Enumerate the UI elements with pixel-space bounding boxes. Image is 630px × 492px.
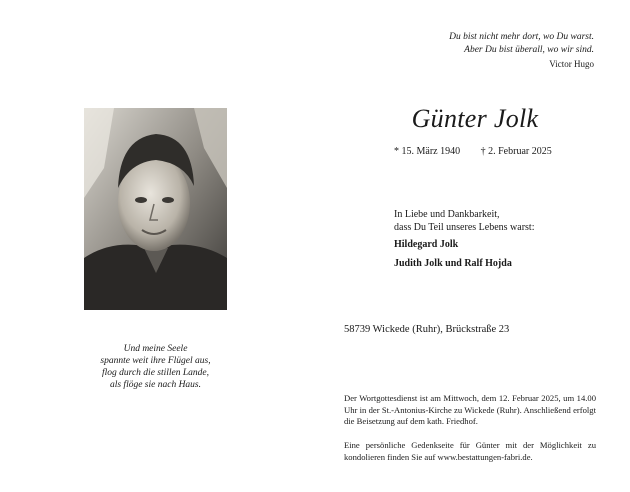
family-address: 58739 Wickede (Ruhr), Brückstraße 23 xyxy=(344,324,510,335)
quote-line: Du bist nicht mehr dort, wo Du warst. xyxy=(449,32,594,42)
quote-author: Victor Hugo xyxy=(549,59,594,69)
service-info: Der Wortgottesdienst ist am Mittwoch, dem 12. Februar 2025, um 14.00 Uhr in der St.-Antonius-Kirche zu Wickede (Ruhr). Anschließend erfolgt die Beisetzung auf dem kath. Friedhof. xyxy=(344,393,596,426)
dedication-line: dass Du Teil unseres Lebens warst: xyxy=(394,222,535,233)
poem-line: spannte weit ihre Flügel aus, xyxy=(100,356,211,366)
poem-line: Und meine Seele xyxy=(123,344,188,354)
dedication-text xyxy=(394,208,534,234)
life-dates xyxy=(394,146,552,157)
portrait-photo xyxy=(84,108,227,310)
poem-line: als flöge sie nach Haus. xyxy=(109,380,202,390)
online-condolence-info: Eine persönliche Gedenkseite für Günter mit der Möglichkeit zu kondolieren finden Sie auf www.bestattungen-fabri.de. xyxy=(344,440,596,462)
quote-line: Aber Du bist überall, wo wir sind. xyxy=(464,44,594,55)
memorial-poem xyxy=(84,343,227,391)
family-member: Judith Jolk und Ralf Hojda xyxy=(394,258,512,269)
birth-date: * 15. März 1940 xyxy=(394,146,461,157)
epigraph-quote xyxy=(334,31,594,71)
death-date: † 2. Februar 2025 xyxy=(480,146,552,157)
dedication-line: In Liebe und Dankbarkeit, xyxy=(394,209,500,220)
deceased-name: Günter Jolk xyxy=(411,104,539,133)
portrait-image xyxy=(84,108,227,310)
family-member: Hildegard Jolk xyxy=(394,239,459,250)
poem-line: flog durch die stillen Lande, xyxy=(101,368,210,378)
